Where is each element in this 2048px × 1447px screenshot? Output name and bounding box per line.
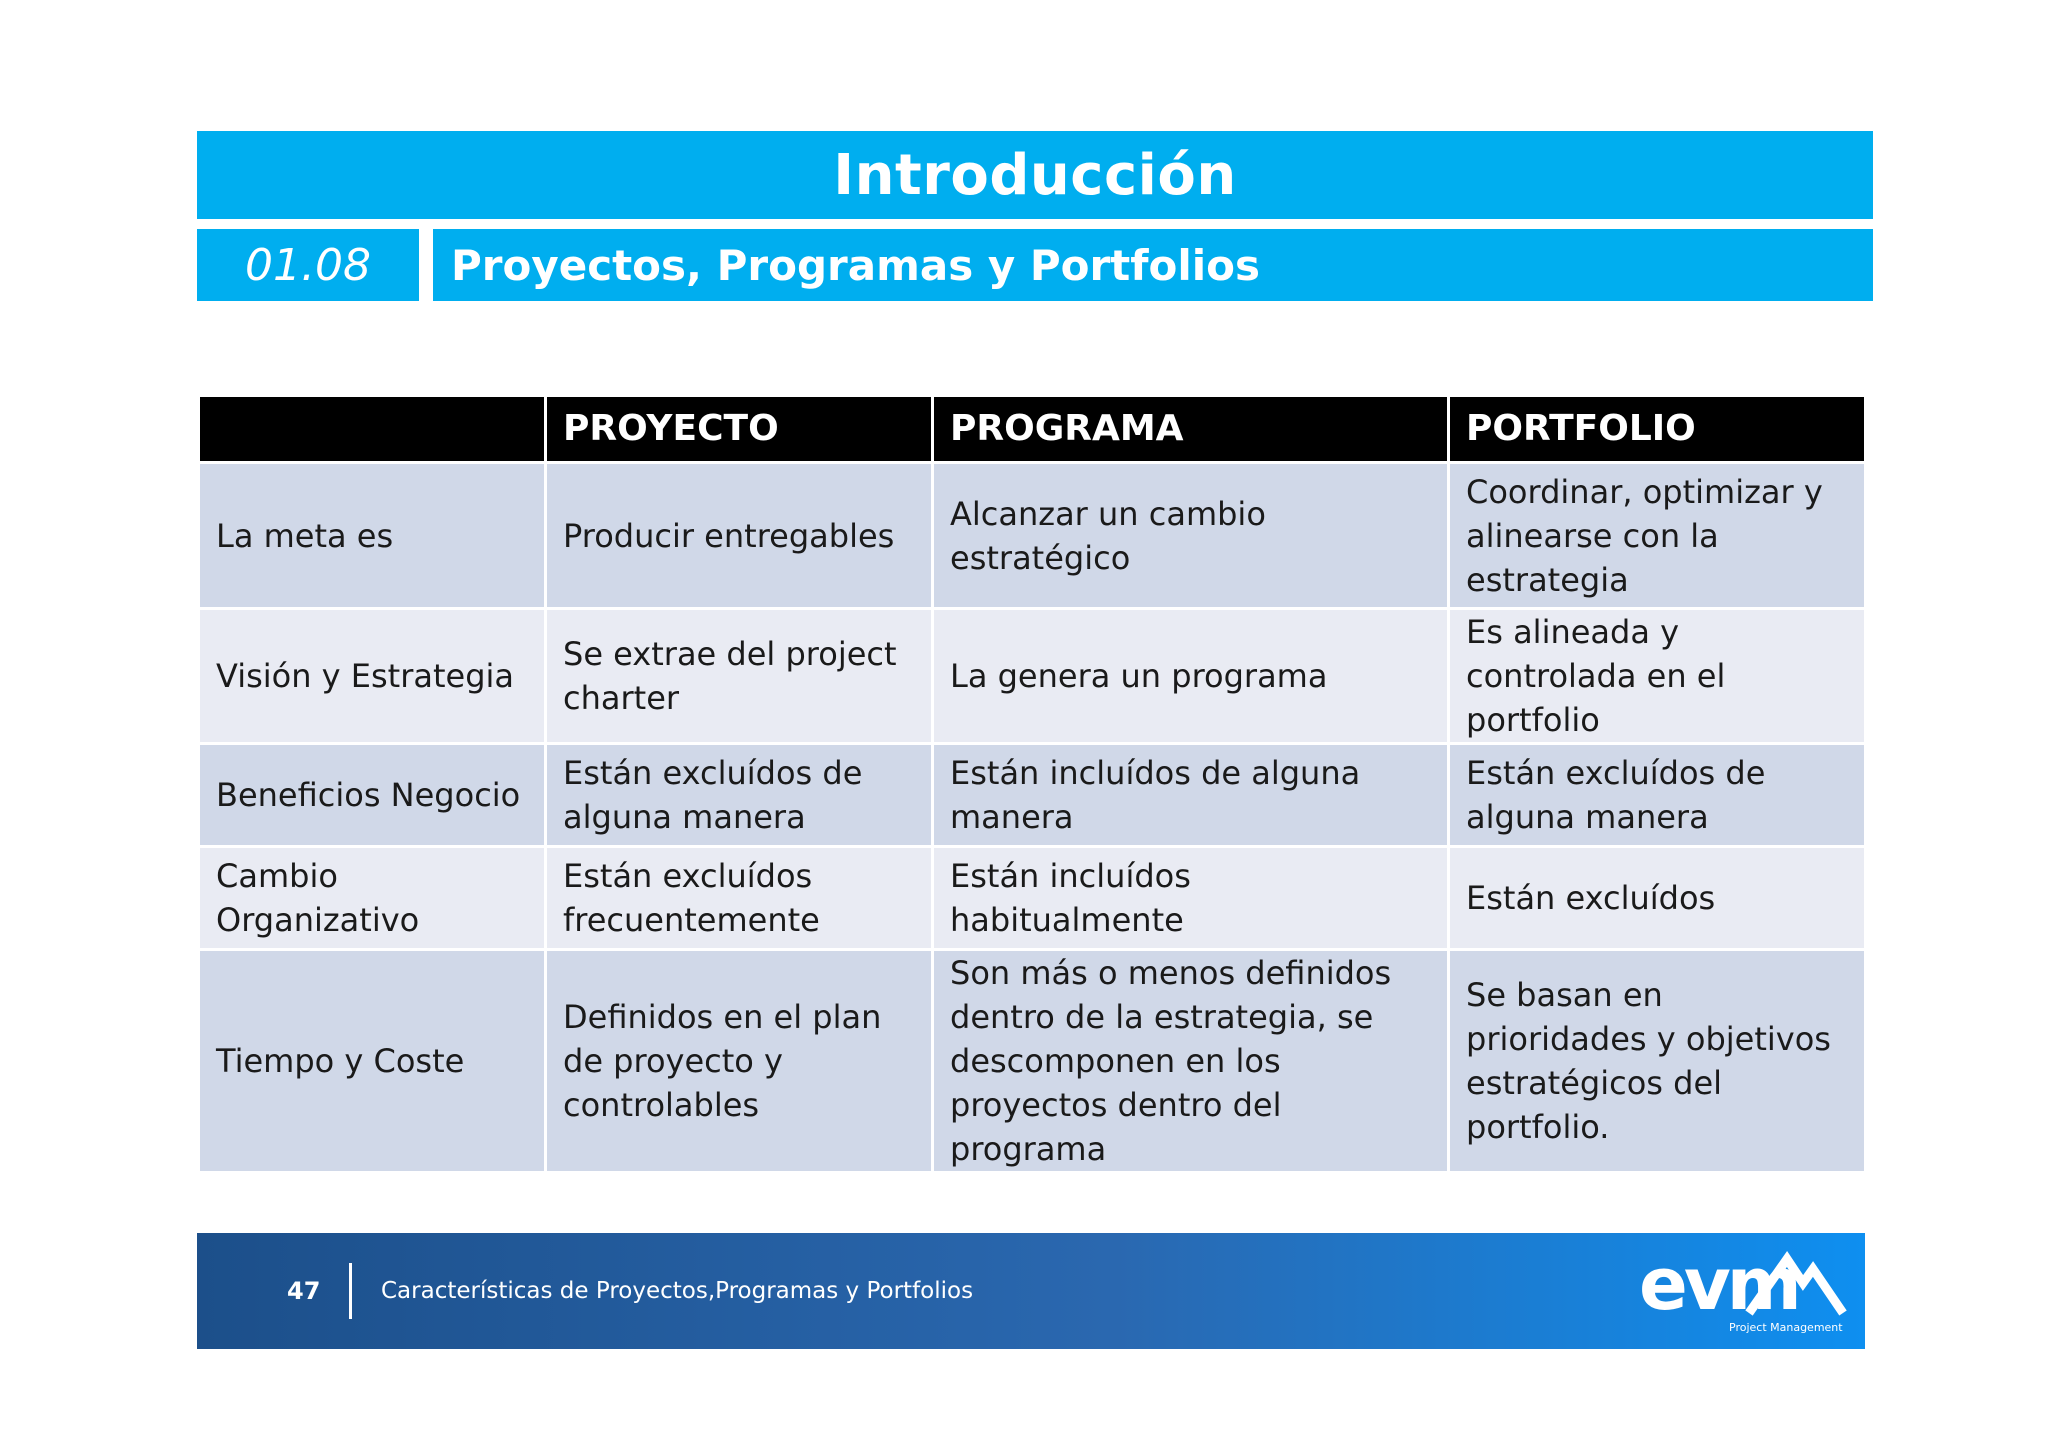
table-row: [199, 609, 1866, 744]
cell-proyecto: Definidos en el plan de proyecto y controlables: [546, 950, 933, 1173]
footer-bar: [197, 1233, 1865, 1349]
comparison-table: [197, 394, 1867, 1174]
logo-wordmark: evm: [1639, 1243, 1798, 1326]
cell-programa: La genera un programa: [933, 609, 1449, 744]
cell-programa: Son más o menos definidos dentro de la estrategia, se descomponen en los proyectos dentro del programa: [933, 950, 1449, 1173]
table-row: [199, 744, 1866, 847]
cell-portfolio: Están excluídos de alguna manera: [1449, 744, 1866, 847]
cell-proyecto: Producir entregables: [546, 463, 933, 609]
cell-programa: Están incluídos de alguna manera: [933, 744, 1449, 847]
table-row: [199, 463, 1866, 609]
row-label: Tiempo y Coste: [199, 950, 546, 1173]
cell-proyecto: Están excluídos frecuentemente: [546, 847, 933, 950]
header-cell-proyecto: PROYECTO: [546, 396, 933, 463]
evm-logo: [1637, 1243, 1847, 1339]
footer-text: Características de Proyectos,Programas y Portfolios: [381, 1278, 974, 1304]
cell-portfolio: Es alineada y controlada en el portfolio: [1449, 609, 1866, 744]
footer-divider: [349, 1263, 352, 1319]
cell-proyecto: Están excluídos de alguna manera: [546, 744, 933, 847]
logo-tagline: Project Management: [1729, 1321, 1843, 1334]
header-cell-portfolio: PORTFOLIO: [1449, 396, 1866, 463]
cell-programa: Alcanzar un cambio estratégico: [933, 463, 1449, 609]
table-row: [199, 950, 1866, 1173]
cell-portfolio: Se basan en prioridades y objetivos estratégicos del portfolio.: [1449, 950, 1866, 1173]
header-cell-empty: [199, 396, 546, 463]
row-label: Visión y Estrategia: [199, 609, 546, 744]
section-number: 01.08: [245, 239, 371, 291]
cell-programa: Están incluídos habitualmente: [933, 847, 1449, 950]
slide-title: Introducción: [833, 142, 1237, 208]
row-label: La meta es: [199, 463, 546, 609]
table-header-row: [199, 396, 1866, 463]
cell-portfolio: Están excluídos: [1449, 847, 1866, 950]
row-label: Cambio Organizativo: [199, 847, 546, 950]
subtitle-bar: [433, 229, 1873, 301]
title-bar: [197, 131, 1873, 219]
cell-proyecto: Se extrae del project charter: [546, 609, 933, 744]
slide-subtitle: Proyectos, Programas y Portfolios: [451, 240, 1261, 290]
page-number: 47: [287, 1277, 321, 1305]
table-row: [199, 847, 1866, 950]
row-label: Beneficios Negocio: [199, 744, 546, 847]
cell-portfolio: Coordinar, optimizar y alinearse con la estrategia: [1449, 463, 1866, 609]
header-cell-programa: PROGRAMA: [933, 396, 1449, 463]
section-number-box: [197, 229, 419, 301]
